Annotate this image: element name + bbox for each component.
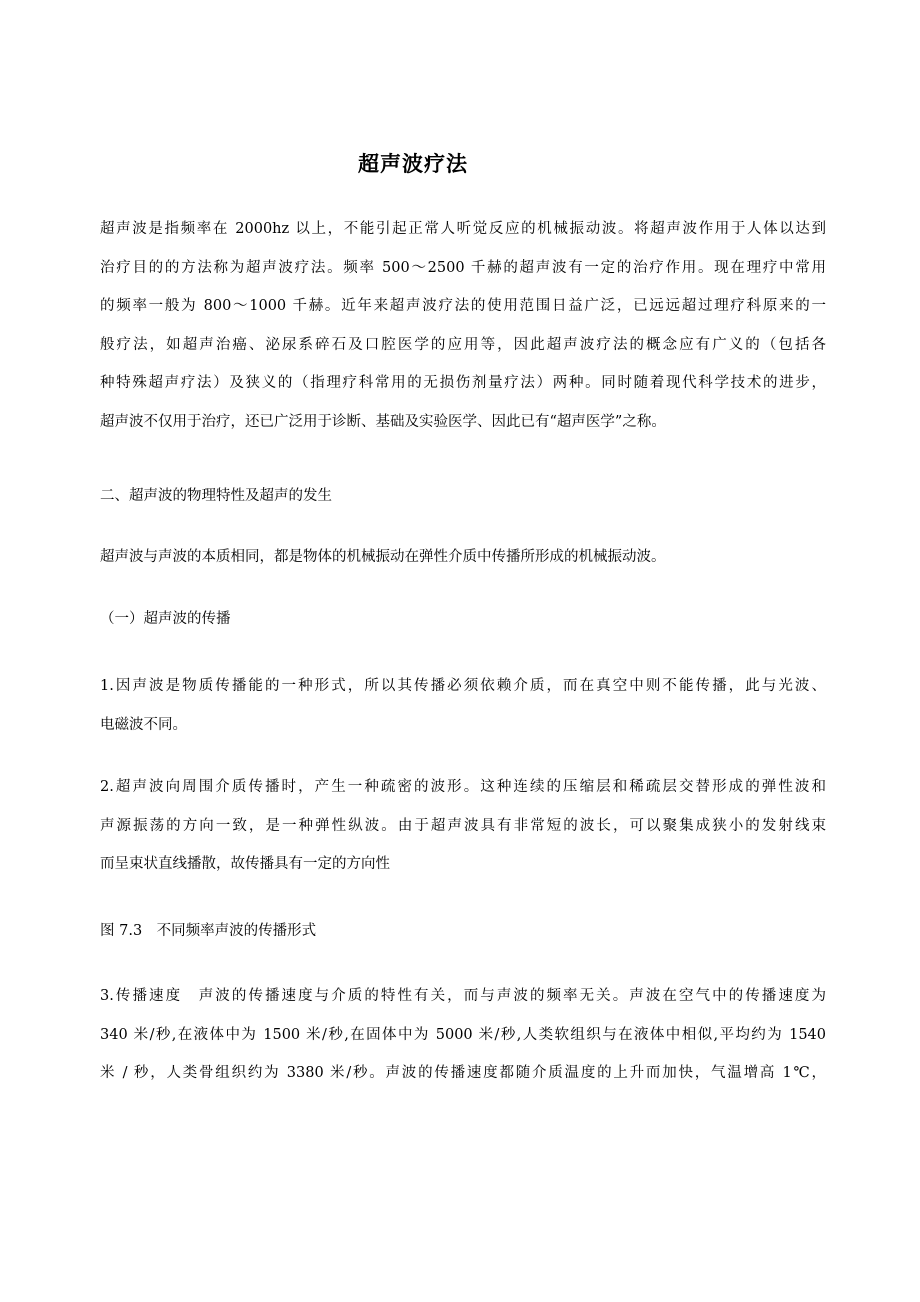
text-line: 超声波不仅用于治疗，还已广泛用于诊断、基础及实验医学、因此已有“超声医学”之称。 <box>100 413 666 430</box>
item-3-paragraph <box>100 977 826 1093</box>
section-heading-text: 二、超声波的物理特性及超声的发生 <box>100 488 332 504</box>
text-line: 般疗法，如超声治癌、泌尿系碎石及口腔医学的应用等，因此超声波疗法的概念应有广义的（包括各 <box>100 336 826 353</box>
text-line: 治疗目的的方法称为超声波疗法。频率 500～2500 千赫的超声波有一定的治疗作用。现在理疗中常用 <box>100 259 826 276</box>
text-line: 超声波是指频率在 2000hz 以上，不能引起正常人听觉反应的机械振动波。将超声波作用于人体以达到 <box>100 221 826 237</box>
item-2-paragraph <box>100 768 826 884</box>
section-intro-paragraph <box>100 538 826 577</box>
subsection-heading <box>100 600 826 639</box>
section-heading <box>100 477 826 516</box>
text-line: 而呈束状直线播散，故传播具有一定的方向性 <box>100 856 390 872</box>
text-line: 2.超声波向周围介质传播时，产生一种疏密的波形。这种连续的压缩层和稀疏层交替形成的弹性波和 <box>100 779 826 795</box>
text-line: 电磁波不同。 <box>100 716 187 733</box>
text-line: 超声波与声波的本质相同，都是物体的机械振动在弹性介质中传播所形成的机械振动波。 <box>100 549 666 565</box>
figure-caption-text: 图 7.3 不同频率声波的传播形式 <box>100 923 317 939</box>
text-line: 种特殊超声疗法）及狭义的（指理疗科常用的无损伤剂量疗法）两种。同时随着现代科学技术的进步， <box>100 375 826 391</box>
intro-paragraph <box>100 210 826 441</box>
text-line: 1.因声波是物质传播能的一种形式，所以其传播必须依赖介质，而在真空中则不能传播，此与光波、 <box>100 678 826 694</box>
figure-caption <box>100 912 826 951</box>
text-line: 340 米/秒,在液体中为 1500 米/秒,在固体中为 5000 米/秒,人类软组织与在液体中相似,平均约为 1540 <box>100 1026 826 1043</box>
text-line: 声源振荡的方向一致，是一种弹性纵波。由于超声波具有非常短的波长，可以聚集成狭小的发射线束 <box>100 817 826 834</box>
text-line: 米 / 秒，人类骨组织约为 3380 米/秒。声波的传播速度都随介质温度的上升而加快，气温增高 1℃， <box>100 1065 826 1081</box>
text-line: 的频率一般为 800～1000 千赫。近年来超声波疗法的使用范围日益广泛，已远远超过理疗科原来的一 <box>100 298 826 314</box>
document-title: 超声波疗法 <box>358 151 468 176</box>
subsection-heading-text: （一）超声波的传播 <box>100 611 231 627</box>
text-line: 3.传播速度 声波的传播速度与介质的特性有关，而与声波的频率无关。声波在空气中的传播速度为 <box>100 988 826 1004</box>
item-1-paragraph <box>100 667 826 744</box>
